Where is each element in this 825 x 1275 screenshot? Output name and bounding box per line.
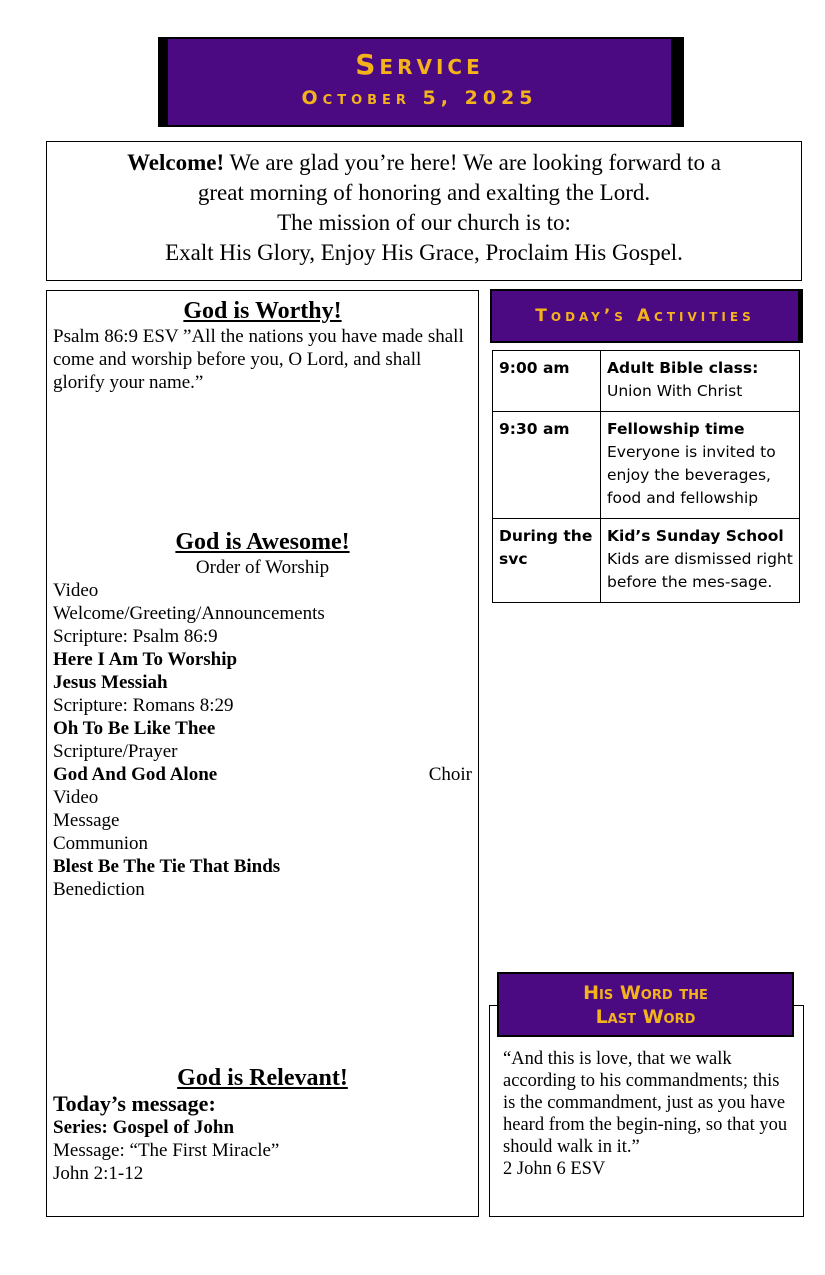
page-title: Service (355, 48, 484, 81)
worship-item-text: Here I Am To Worship (53, 649, 238, 670)
worship-item-performer: Choir (428, 764, 472, 785)
welcome-box (46, 141, 802, 281)
worship-item (53, 832, 472, 855)
sermon-title: Message: “The First Miracle” (53, 1140, 280, 1161)
last-word-banner (497, 972, 794, 1037)
worship-item (53, 625, 472, 648)
sermon-series: Series: Gospel of John (53, 1117, 235, 1138)
activity-detail (601, 351, 800, 412)
activity-time: 9:30 am (493, 412, 601, 519)
worship-item-text: Benediction (53, 879, 145, 900)
activity-title: Kid’s Sunday School (607, 527, 784, 545)
worship-item-text: Video (53, 580, 99, 601)
activity-row (493, 412, 800, 519)
worship-item (53, 717, 472, 740)
last-word-title-line-1: His Word the (583, 982, 708, 1004)
activities-table (492, 350, 800, 603)
activities-title: Today’s Activities (492, 291, 798, 341)
welcome-bold: Welcome! (127, 150, 225, 175)
activity-detail (601, 519, 800, 603)
sermon-passage: John 2:1-12 (53, 1163, 144, 1184)
activity-description: Kids are dismissed right before the mes-sage. (607, 550, 793, 591)
welcome-line-3: The mission of our church is to: (277, 210, 571, 235)
worship-item (53, 763, 472, 786)
worship-item-text: Welcome/Greeting/Announcements (53, 603, 325, 624)
worship-item-text: God And God Alone (53, 764, 218, 785)
worship-item (53, 579, 472, 602)
activity-detail (601, 412, 800, 519)
activity-title: Fellowship time (607, 420, 745, 438)
last-word-title (499, 974, 792, 1035)
worthy-scripture: Psalm 86:9 ESV ”All the nations you have made shall come and worship before you, O Lord, and shall glorify your name.” (53, 326, 464, 393)
awesome-title: God is Awesome! (175, 529, 350, 555)
spacer (53, 394, 472, 528)
activity-row (493, 519, 800, 603)
worship-item-text: Scripture: Romans 8:29 (53, 695, 234, 716)
activity-time: 9:00 am (493, 351, 601, 412)
worship-item-text: Communion (53, 833, 149, 854)
activity-description: Union With Christ (607, 382, 743, 400)
welcome-line-1 (47, 148, 801, 178)
service-date: October 5, 2025 (301, 87, 538, 109)
worship-item-text: Message (53, 810, 120, 831)
worship-item-text: Video (53, 787, 99, 808)
activities-banner (490, 289, 803, 343)
spacer (53, 901, 472, 1064)
worship-item-text: Scripture/Prayer (53, 741, 178, 762)
worship-item (53, 809, 472, 832)
worship-item (53, 740, 472, 763)
activity-time: During the svc (493, 519, 601, 603)
worship-item (53, 855, 472, 878)
welcome-line-2: great morning of honoring and exalting the Lord. (197, 180, 651, 205)
activity-description: Everyone is invited to enjoy the beverages, food and fellowship (607, 443, 776, 507)
last-word-title-line-2: Last Word (595, 1006, 696, 1028)
worship-item (53, 694, 472, 717)
header-banner (158, 37, 684, 127)
welcome-line-1-rest: We are glad you’re here! We are looking forward to a (224, 150, 721, 175)
worship-item-text: Blest Be The Tie That Binds (53, 856, 281, 877)
worship-column (46, 290, 479, 1217)
header-banner-inner (168, 39, 671, 125)
worship-item-text: Jesus Messiah (53, 672, 168, 693)
worship-item (53, 878, 472, 901)
last-word-reference: 2 John 6 ESV (503, 1159, 606, 1179)
worship-item-text: Scripture: Psalm 86:9 (53, 626, 218, 647)
todays-message-heading: Today’s message: (53, 1091, 216, 1116)
worship-item-text: Oh To Be Like Thee (53, 718, 216, 739)
worship-item (53, 602, 472, 625)
last-word-quote: “And this is love, that we walk according to his commandments; this is the commandment, just as you have heard from the begin-ning, so that you should walk in it.” (503, 1049, 788, 1157)
worship-item (53, 786, 472, 809)
relevant-title: God is Relevant! (177, 1065, 348, 1091)
activity-row (493, 351, 800, 412)
activity-title: Adult Bible class: (607, 359, 759, 377)
worthy-title: God is Worthy! (183, 298, 342, 324)
worship-item (53, 671, 472, 694)
worship-item (53, 648, 472, 671)
order-of-worship-heading: Order of Worship (195, 557, 330, 578)
order-of-worship-list (53, 579, 472, 901)
mission-statement: Exalt His Glory, Enjoy His Grace, Proclaim His Gospel. (165, 240, 683, 265)
